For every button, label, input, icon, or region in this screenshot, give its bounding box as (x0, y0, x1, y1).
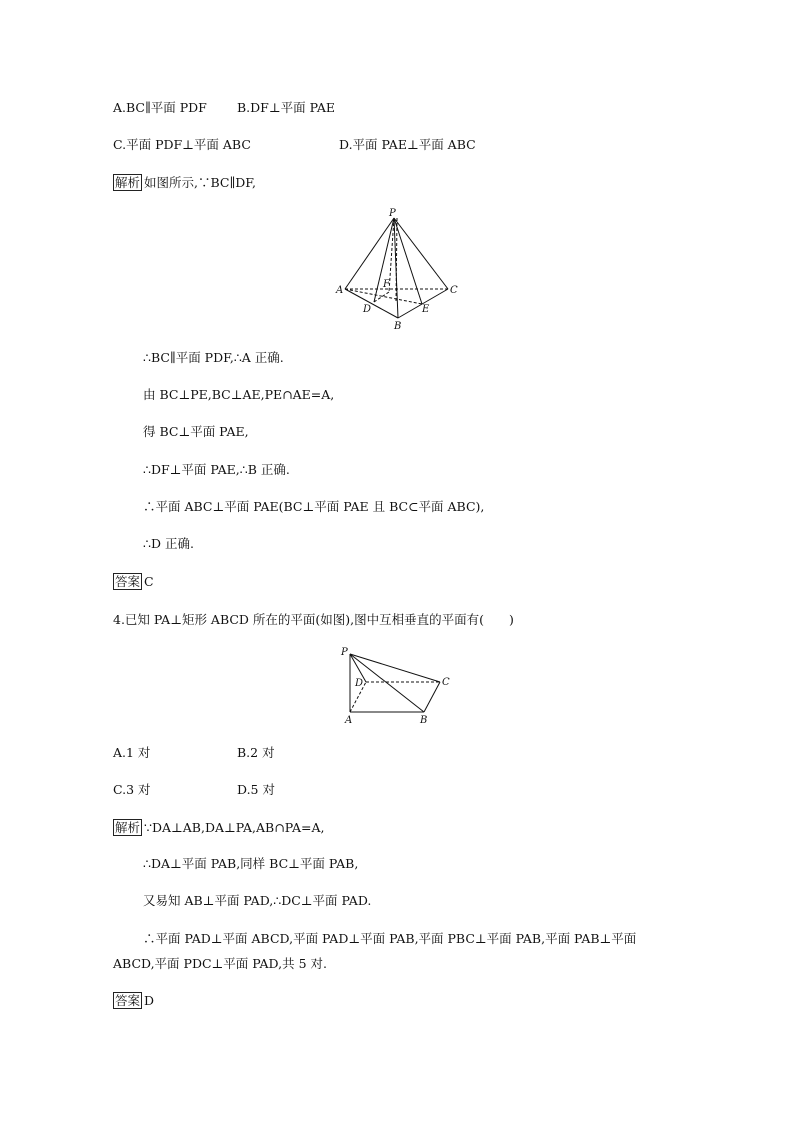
edge-pe (394, 218, 422, 304)
option-d: D.平面 PAE⊥平面 ABC (339, 137, 476, 152)
q4-analysis-line (113, 819, 324, 836)
label-c: C (450, 285, 458, 296)
q4-step-continued: ABCD,平面 PDC⊥平面 PAD,共 5 对. (113, 956, 327, 971)
q4-answer-line (113, 992, 154, 1009)
label-p: P (389, 208, 396, 219)
label-d: D (363, 304, 372, 315)
label-p: P (341, 647, 348, 658)
option-c: C.3 对 (113, 782, 151, 797)
answer-value: D (144, 993, 155, 1008)
analysis-text: 如图所示,∵BC∥DF, (144, 175, 256, 190)
option-b: B.DF⊥平面 PAE (237, 100, 335, 115)
option-b: B.2 对 (237, 745, 275, 760)
q3-answer-line (113, 573, 154, 590)
label-e: E (422, 304, 430, 315)
analysis-text: ∵DA⊥AB,DA⊥PA,AB∩PA=A, (144, 820, 325, 835)
q4-step: 又易知 AB⊥平面 PAD,∴DC⊥平面 PAD. (143, 893, 372, 908)
edge-pc (394, 218, 448, 289)
q3-step: ∴平面 ABC⊥平面 PAE(BC⊥平面 PAE 且 BC⊂平面 ABC), (143, 499, 485, 514)
q3-analysis-line (113, 174, 256, 191)
answer-tag: 答案 (115, 993, 141, 1008)
option-a: A.BC∥平面 PDF (113, 100, 207, 115)
option-c: C.平面 PDF⊥平面 ABC (113, 137, 251, 152)
analysis-tag: 解析 (115, 820, 141, 835)
q3-step: 由 BC⊥PE,BC⊥AE,PE∩AE=A, (143, 387, 335, 402)
label-d: D (355, 678, 364, 689)
analysis-tag: 解析 (115, 175, 141, 190)
option-a: A.1 对 (113, 745, 151, 760)
answer-tag: 答案 (115, 574, 141, 589)
dashed-ae (345, 289, 422, 304)
q3-step: ∴BC∥平面 PDF,∴A 正确. (143, 350, 284, 365)
q3-step: 得 BC⊥平面 PAE, (143, 424, 249, 439)
label-f: F (383, 279, 390, 290)
label-a: A (336, 285, 344, 296)
q4-step: ∴平面 PAD⊥平面 ABCD,平面 PAD⊥平面 PAB,平面 PBC⊥平面 PAB,平面 PAB⊥平面 (143, 931, 637, 946)
label-b: B (394, 321, 402, 332)
pyramid-figure (330, 204, 470, 334)
option-d: D.5 对 (237, 782, 275, 797)
answer-value: C (144, 574, 154, 589)
label-b: B (420, 715, 428, 726)
label-a: A (345, 715, 353, 726)
q4-stem: 4.已知 PA⊥矩形 ABCD 所在的平面(如图),图中互相垂直的平面有( ) (113, 612, 514, 627)
q3-step: ∴D 正确. (143, 536, 194, 551)
label-c: C (442, 677, 450, 688)
rectangle-pyramid-figure (338, 644, 458, 726)
q4-step: ∴DA⊥平面 PAB,同样 BC⊥平面 PAB, (143, 856, 359, 871)
edge-ab (345, 289, 398, 318)
q3-step: ∴DF⊥平面 PAE,∴B 正确. (143, 462, 290, 477)
edge-bc (424, 682, 440, 712)
